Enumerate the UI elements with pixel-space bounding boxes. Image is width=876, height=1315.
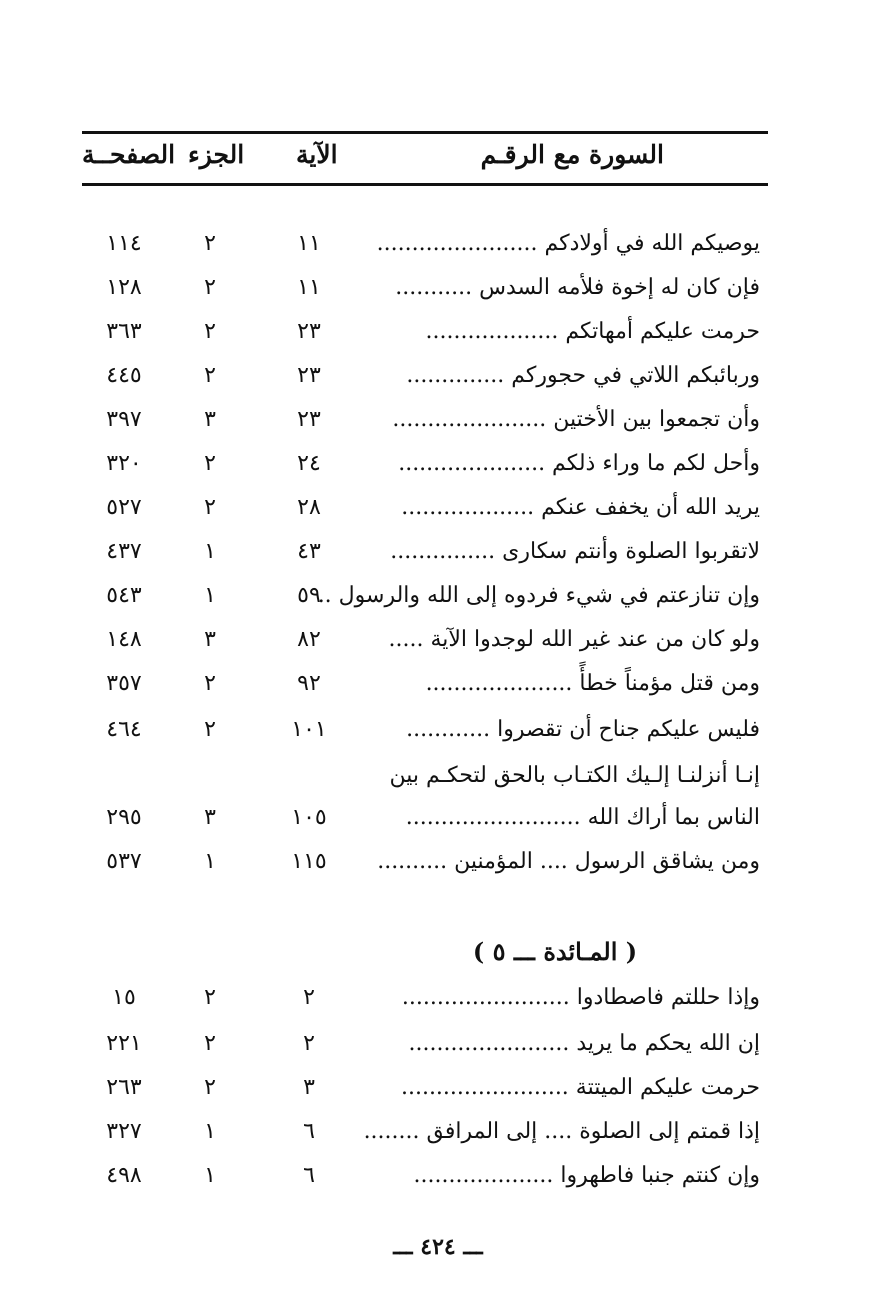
verse-text: وإذا حللتم فاصطادوا ........................	[401, 985, 760, 1010]
index-row	[0, 796, 876, 840]
juz-number: ١	[204, 1163, 216, 1188]
header-bottom-rule	[82, 183, 768, 186]
index-row	[0, 708, 876, 752]
verse-text: حرمت عليكم الميتتة ........................	[400, 1075, 760, 1100]
verse-text: وربائبكم اللاتي في حجوركم ..............	[406, 363, 760, 388]
verse-text: وأحل لكم ما وراء ذلكم .....................	[398, 451, 760, 476]
verse-text: ومن قتل مؤمناً خطأً .....................	[425, 671, 760, 696]
juz-number: ٢	[204, 495, 216, 520]
juz-number: ٢	[204, 231, 216, 256]
header-page: الصفحــة	[82, 140, 176, 169]
header-top-rule	[82, 131, 768, 134]
page-number: ٤٤٥	[106, 363, 142, 388]
ayah-number: ٨٢	[297, 627, 321, 652]
verse-text: فإن كان له إخوة فلأمه السدس ...........	[395, 275, 760, 300]
juz-number: ١	[204, 1119, 216, 1144]
page-number: ١٥	[112, 985, 136, 1010]
index-row	[0, 486, 876, 530]
page-number: ٥٣٧	[106, 849, 142, 874]
ayah-number: ٢٨	[297, 495, 321, 520]
juz-number: ٢	[204, 319, 216, 344]
ayah-number: ٢	[303, 985, 315, 1010]
index-row	[0, 574, 876, 618]
page-number: ١١٤	[106, 231, 142, 256]
ayah-number: ٦	[303, 1119, 315, 1144]
ayah-number: ٢٣	[297, 363, 321, 388]
index-row	[0, 1110, 876, 1154]
index-row	[0, 442, 876, 486]
page-number: ٣٥٧	[106, 671, 142, 696]
index-row	[0, 310, 876, 354]
page-number: ٣٦٣	[106, 319, 142, 344]
juz-number: ٢	[204, 1075, 216, 1100]
verse-text: حرمت عليكم أمهاتكم ...................	[425, 319, 760, 344]
juz-number: ٢	[204, 275, 216, 300]
index-row-wrap-line1	[0, 754, 876, 798]
juz-number: ١	[204, 539, 216, 564]
ayah-number: ٣	[303, 1075, 315, 1100]
header-ayah: الآية	[296, 140, 338, 169]
header-juz: الجزء	[188, 140, 245, 169]
juz-number: ٣	[204, 805, 216, 830]
verse-text: إنـا أنزلنـا إلـيك الكتـاب بالحق لتحكـم بين	[389, 763, 760, 788]
verse-text: إن الله يحكم ما يريد .......................	[408, 1031, 760, 1056]
index-row	[0, 530, 876, 574]
page-number: ٣٢٧	[106, 1119, 142, 1144]
juz-number: ١	[204, 849, 216, 874]
juz-number: ٢	[204, 717, 216, 742]
verse-text: وإن تنازعتم في شيء فردوه إلى الله والرسول ..	[317, 583, 760, 608]
ayah-number: ٦	[303, 1163, 315, 1188]
index-row	[0, 1066, 876, 1110]
juz-number: ٣	[204, 407, 216, 432]
index-row	[0, 266, 876, 310]
verse-text: وإن كنتم جنبا فاطهروا ....................	[413, 1163, 760, 1188]
ayah-number: ١١٥	[291, 849, 327, 874]
page-number: ٢٢١	[106, 1031, 142, 1056]
verse-text: فليس عليكم جناح أن تقصروا ............	[406, 717, 760, 742]
juz-number: ١	[204, 583, 216, 608]
ayah-number: ١٠٥	[291, 805, 327, 830]
juz-number: ٢	[204, 671, 216, 696]
ayah-number: ٢٤	[297, 451, 321, 476]
page-number: ٤٣٧	[106, 539, 142, 564]
juz-number: ٢	[204, 451, 216, 476]
juz-number: ٣	[204, 627, 216, 652]
section-title: ( المـائدة ـــ ٥ )	[472, 937, 638, 966]
index-row	[0, 1154, 876, 1198]
page-number: ١٤٨	[106, 627, 142, 652]
index-row	[0, 222, 876, 266]
ayah-number: ٤٣	[297, 539, 321, 564]
page-number: ٢٩٥	[106, 805, 142, 830]
juz-number: ٢	[204, 985, 216, 1010]
index-row	[0, 354, 876, 398]
juz-number: ٢	[204, 1031, 216, 1056]
ayah-number: ٩٢	[297, 671, 321, 696]
verse-text-continued: الناس بما أراك الله .........................	[405, 805, 760, 830]
index-row	[0, 840, 876, 884]
index-row	[0, 398, 876, 442]
page-number: ٥٢٧	[106, 495, 142, 520]
page-number: ٤٩٨	[106, 1163, 142, 1188]
ayah-number: ٥٩	[297, 583, 321, 608]
verse-text: إذا قمتم إلى الصلوة .... إلى المرافق ........	[363, 1119, 760, 1144]
verse-text: يوصيكم الله في أولادكم .......................	[376, 231, 760, 256]
ayah-number: ٢٣	[297, 407, 321, 432]
page-number: ٢٦٣	[106, 1075, 142, 1100]
index-row	[0, 976, 876, 1020]
ayah-number: ٢٣	[297, 319, 321, 344]
page-number: ٤٦٤	[106, 717, 142, 742]
page-number: ١٢٨	[106, 275, 142, 300]
index-row	[0, 662, 876, 706]
verse-text: ومن يشاقق الرسول .... المؤمنين ..........	[377, 849, 760, 874]
page-number: ٣٩٧	[106, 407, 142, 432]
verse-text: يريد الله أن يخفف عنكم ...................	[401, 495, 760, 520]
header-surah: السورة مع الرقـم	[480, 140, 664, 169]
page-number: ٣٢٠	[106, 451, 142, 476]
page-number: ٥٤٣	[106, 583, 142, 608]
ayah-number: ١١	[297, 275, 321, 300]
page-folio: ـــ ٤٢٤ ـــ	[393, 1234, 483, 1260]
juz-number: ٢	[204, 363, 216, 388]
ayah-number: ٢	[303, 1031, 315, 1056]
verse-text: وأن تجمعوا بين الأختين ......................	[392, 407, 760, 432]
index-row	[0, 1022, 876, 1066]
verse-text: ولو كان من عند غير الله لوجدوا الآية .....	[388, 627, 760, 652]
ayah-number: ١٠١	[291, 717, 327, 742]
ayah-number: ١١	[297, 231, 321, 256]
verse-text: لاتقربوا الصلوة وأنتم سكارى ...............	[390, 539, 760, 564]
index-row	[0, 618, 876, 662]
